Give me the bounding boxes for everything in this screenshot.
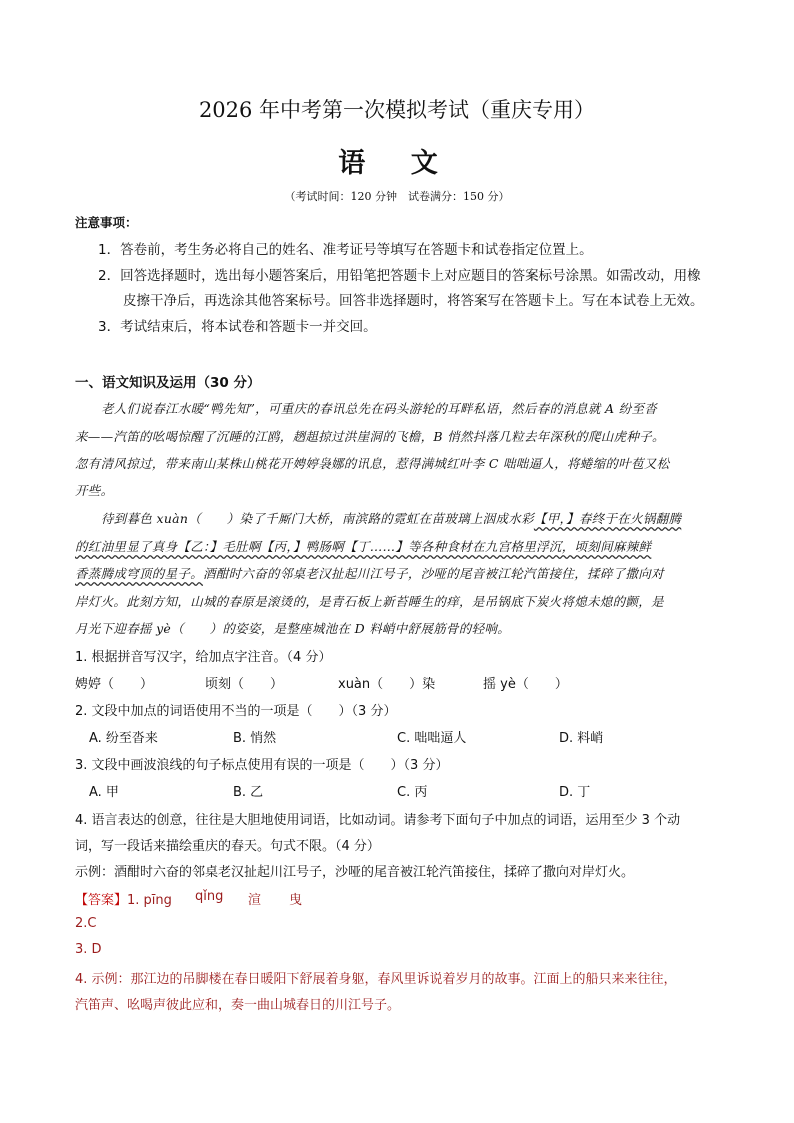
pinyin-item: 摇 yè（ ） [483,677,568,692]
pinyin-item: 娉婷（ ） [75,677,154,692]
passage-text: 酒酣时六奋的邻桌老汉扯起川江号子，沙哑的尾音被江轮汽笛接住，揉碎了撒向对 [203,566,664,581]
answer-tag: 【答案】 [75,893,128,908]
notice-item-3: 3．考试结束后，将本试卷和答题卡一并交回。 [98,319,377,335]
notice-heading: 注意事项： [75,215,138,230]
wavy-underlined-sentence: 香蒸腾成穹顶的星子。 [75,566,204,581]
question-3: 3. 文段中画波浪线的句子标点使用有误的一项是（ ）（3 分） [75,758,449,773]
pinyin-item: xuàn（ ）染 [338,677,436,692]
passage-line: 来——汽笛的吆喝惊醒了沉睡的江鸥，趔趄掠过洪崖洞的飞檐，B 悄然抖落几粒去年深秋的爬山虎种子。 [75,429,665,444]
notice-item-2-line-2: 皮擦干净后，再选涂其他答案标号。回答非选择题时，将答案写在答题卡上。写在本试卷上无效。 [123,293,704,309]
question-1: 1. 根据拼音写汉字，给加点字注音。（4 分） [75,650,332,665]
exam-info: （考试时间：120 分钟 试卷满分：150 分） [284,190,510,203]
option-a: A. 甲 [89,785,119,800]
passage-line: 老人们说春江水暖“鸭先知”，可重庆的春讯总先在码头游轮的耳畔私语，然后春的消息就 A 纷至沓 [101,401,658,416]
exam-title: 2026 年中考第一次模拟考试（重庆专用） [198,98,596,122]
answer-2: 2.C [75,916,97,931]
question-4-line-2: 词，写一段话来描绘重庆的春天。句式不限。（4 分） [75,839,380,854]
passage-line: 忽有清风掠过，带来南山某株山桃花开娉婷袅娜的讯息，惹得满城红叶李 C 咄咄逼人，将蜷缩的叶苞又松 [75,456,670,471]
pinyin-item: 顷刻（ ） [205,677,284,692]
option-c: C. 丙 [397,785,428,800]
wavy-underlined-sentence: 【甲，】春终于在火锅翻腾 [533,511,682,526]
answer-item: 1. pīng [127,893,172,908]
question-2: 2. 文段中加点的词语使用不当的一项是（ ）（3 分） [75,704,397,719]
subject-title: 语 文 [338,148,456,179]
passage-line: 开些。 [75,483,114,498]
answer-1 [75,889,172,908]
notice-item-2-line-1: 2．回答选择题时，选出每小题答案后，用铅笔把答题卡上对应题目的答案标号涂黑。如需改动，用橡 [98,268,701,284]
option-d: D. 料峭 [559,731,604,746]
passage-line [75,564,664,582]
answer-3: 3. D [75,942,102,957]
notice-item-1: 1．答卷前，考生务必将自己的姓名、准考证号等填写在答题卡和试卷指定位置上。 [98,242,593,258]
option-c: C. 咄咄逼人 [397,731,467,746]
answer-item: 渲 [248,893,262,908]
passage-line [101,509,681,527]
passage-text: 待到暮色 xuàn（ ）染了千厮门大桥，南滨路的霓虹在苗玻璃上洇成水彩 [101,511,534,526]
option-b: B. 乙 [233,785,264,800]
wavy-underlined-sentence: 的红油里显了真身【乙：】毛肚啊【丙，】鸭肠啊【丁……】等各种食材在九宫格里浮沉，顷刻间麻辣鲜 [75,539,652,554]
answer-item: qǐng [195,889,224,904]
answer-4-line-1: 4. 示例：那江边的吊脚楼在春日暖阳下舒展着身躯，春风里诉说着岁月的故事。江面上的船只来来往往， [75,972,677,987]
question-4-example: 示例：酒酣时六奋的邻桌老汉扯起川江号子，沙哑的尾音被江轮汽笛接住，揉碎了撒向对岸灯火。 [75,865,635,880]
passage-line [75,537,651,555]
passage-line: 岸灯火。此刻方知，山城的春原是滚烫的，是青石板上新苔睡生的痒，是吊锅底下炭火将熄未熄的颤，是 [75,594,664,609]
option-d: D. 丁 [559,785,591,800]
answer-4-line-2: 汽笛声、吆喝声彼此应和，奏一曲山城春日的川江号子。 [75,998,401,1013]
section-heading: 一、语文知识及运用（30 分） [75,375,261,391]
answer-item: 曳 [289,893,303,908]
passage-line: 月光下迎春摇 yè（ ）的姿姿，是整座城池在 D 料峭中舒展筋骨的轻响。 [75,621,511,636]
question-4-line-1: 4. 语言表达的创意，往往是大胆地使用词语，比如动词。请参考下面句子中加点的词语，运用至少 3 个动 [75,813,681,828]
option-a: A. 纷至沓来 [89,731,158,746]
option-b: B. 悄然 [233,731,277,746]
